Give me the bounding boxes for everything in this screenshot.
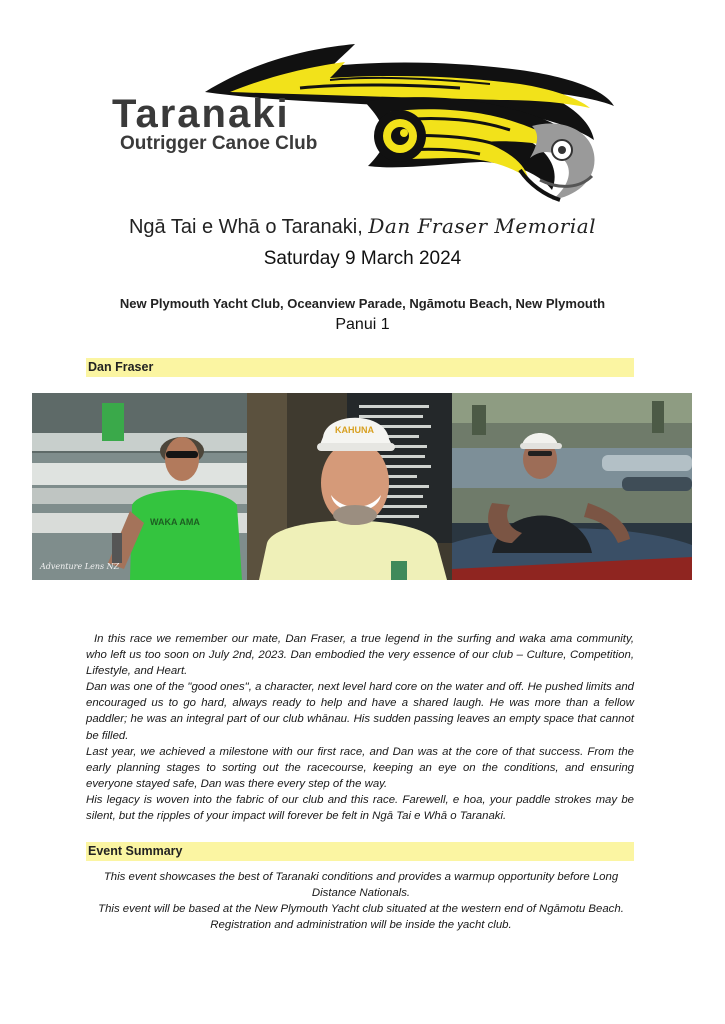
section-heading-label: Dan Fraser (88, 360, 154, 374)
event-title (0, 214, 725, 239)
club-name: Taranaki (112, 92, 290, 136)
club-subtitle: Outrigger Canoe Club (120, 133, 318, 154)
photo-dan-in-waka (452, 393, 692, 580)
section-heading-label: Event Summary (88, 844, 183, 858)
cap-text: KAHUNA (335, 425, 374, 435)
photo-dan-green-shirt (32, 393, 247, 580)
tribute-paragraph: Last year, we achieved a milestone with our first race, and Dan was at the core of that success. From the early planning stages to sorting out the racecourse, keeping an eye on the conditions, and ensuring everyone stayed safe, Dan was there every step of the way. (86, 745, 634, 790)
event-venue: New Plymouth Yacht Club, Oceanview Parade, Ngāmotu Beach, New Plymouth (119, 296, 606, 311)
panui-number: Panui 1 (335, 316, 390, 333)
memorial-name: Dan Fraser Memorial (368, 214, 597, 238)
summary-paragraph: This event showcases the best of Taranaki conditions and provides a warmup opportunity before Long Distance Nationals. (103, 871, 619, 900)
club-logo (100, 40, 620, 210)
event-summary-text (96, 869, 626, 933)
shirt-text: WAKA AMA (150, 517, 200, 527)
tribute-text (86, 631, 634, 824)
section-heading-event-summary (86, 842, 634, 861)
tribute-paragraph: In this race we remember our mate, Dan Fraser, a true legend in the surfing and waka ama community, who left us too soon on July 2nd, 2023. Dan embodied the very essence of our club – Culture, Competition, Lifestyle, and Heart. (86, 633, 634, 678)
event-name: Ngā Tai e Whā o Taranaki, (128, 216, 363, 238)
photo-dan-white-cap (247, 393, 452, 580)
tribute-paragraph: His legacy is woven into the fabric of our club and this race. Farewell, e hoa, your paddle strokes may be silent, but the ripples of your impact will forever be felt in Ngā Tai e Whā o Taranaki. (86, 793, 634, 823)
photo-watermark: Adventure Lens NZ (40, 562, 120, 571)
event-date: Saturday 9 March 2024 (263, 248, 462, 269)
tribute-paragraph: Dan was one of the "good ones", a character, next level hard core on the water and off. He pushed limits and encouraged us to go hard, always ready to help and have a shared laugh. He was more than a fellow paddler; he was an integral part of our club whānau. His sudden passing leaves an empty space that cannot be filled. (86, 681, 634, 742)
summary-paragraph: This event will be based at the New Plymouth Yacht club situated at the western end of Ngāmotu Beach. Registration and administration will be inside the yacht club. (98, 903, 624, 932)
section-heading-dan-fraser (86, 358, 634, 377)
